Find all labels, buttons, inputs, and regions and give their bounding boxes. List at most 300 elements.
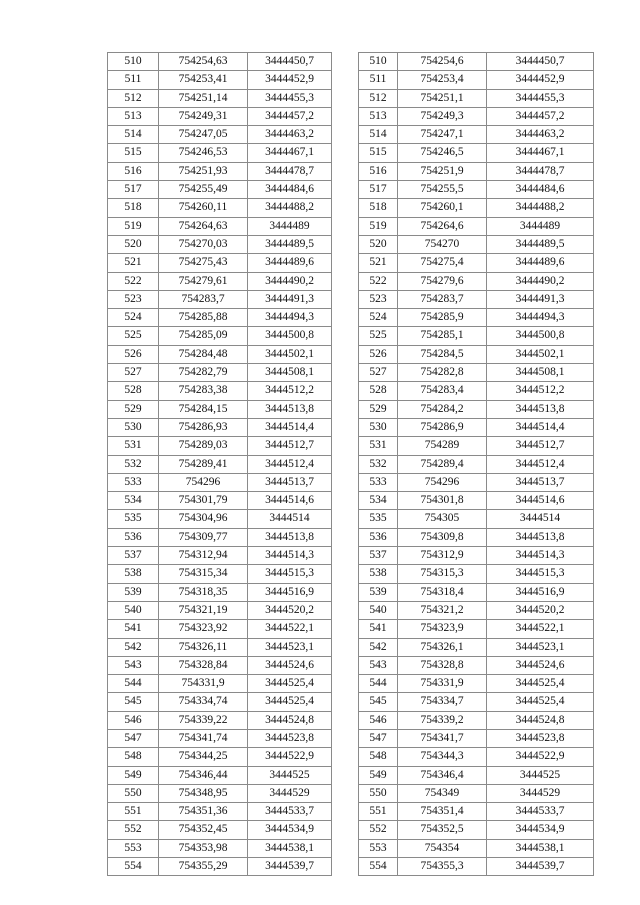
table-row (108, 766, 332, 784)
table-row (108, 492, 332, 510)
table-row (108, 181, 332, 199)
point-number-cell: 539 (359, 583, 398, 601)
y-coordinate-cell: 3444490,2 (487, 272, 594, 290)
point-number-cell: 549 (108, 766, 159, 784)
point-number-cell: 534 (108, 492, 159, 510)
y-coordinate-cell: 3444512,4 (248, 455, 332, 473)
point-number-cell: 518 (108, 199, 159, 217)
point-number-cell: 523 (359, 290, 398, 308)
x-coordinate-cell: 754251,1 (398, 89, 487, 107)
x-coordinate-cell: 754346,44 (159, 766, 248, 784)
x-coordinate-cell: 754355,3 (398, 858, 487, 876)
x-coordinate-cell: 754253,4 (398, 71, 487, 89)
point-number-cell: 545 (108, 693, 159, 711)
point-number-cell: 539 (108, 583, 159, 601)
table-row (359, 162, 594, 180)
x-coordinate-cell: 754339,2 (398, 711, 487, 729)
table-row (359, 53, 594, 71)
table-row (108, 748, 332, 766)
x-coordinate-cell: 754279,6 (398, 272, 487, 290)
table-row (108, 162, 332, 180)
y-coordinate-cell: 3444522,9 (487, 748, 594, 766)
x-coordinate-cell: 754270 (398, 235, 487, 253)
y-coordinate-cell: 3444514,4 (248, 418, 332, 436)
table-row (359, 126, 594, 144)
table-row (359, 272, 594, 290)
table-row (359, 547, 594, 565)
point-number-cell: 543 (108, 656, 159, 674)
x-coordinate-cell: 754284,15 (159, 400, 248, 418)
x-coordinate-cell: 754283,4 (398, 382, 487, 400)
table-row (359, 839, 594, 857)
table-row (359, 656, 594, 674)
y-coordinate-cell: 3444522,1 (248, 620, 332, 638)
x-coordinate-cell: 754283,38 (159, 382, 248, 400)
x-coordinate-cell: 754318,35 (159, 583, 248, 601)
x-coordinate-cell: 754355,29 (159, 858, 248, 876)
y-coordinate-cell: 3444512,7 (487, 437, 594, 455)
point-number-cell: 513 (359, 107, 398, 125)
table-row (359, 693, 594, 711)
point-number-cell: 527 (359, 364, 398, 382)
point-number-cell: 519 (359, 217, 398, 235)
x-coordinate-cell: 754270,03 (159, 235, 248, 253)
x-coordinate-cell: 754321,19 (159, 601, 248, 619)
table-row (359, 181, 594, 199)
coordinates-table-right-body (359, 53, 594, 876)
x-coordinate-cell: 754323,92 (159, 620, 248, 638)
y-coordinate-cell: 3444489,5 (248, 235, 332, 253)
point-number-cell: 537 (108, 547, 159, 565)
y-coordinate-cell: 3444491,3 (487, 290, 594, 308)
x-coordinate-cell: 754309,8 (398, 528, 487, 546)
point-number-cell: 523 (108, 290, 159, 308)
table-row (359, 455, 594, 473)
table-row (108, 71, 332, 89)
table-row (108, 455, 332, 473)
table-row (359, 766, 594, 784)
y-coordinate-cell: 3444539,7 (487, 858, 594, 876)
table-row (359, 71, 594, 89)
y-coordinate-cell: 3444478,7 (487, 162, 594, 180)
x-coordinate-cell: 754326,11 (159, 638, 248, 656)
table-row (359, 290, 594, 308)
x-coordinate-cell: 754255,5 (398, 181, 487, 199)
table-row (108, 821, 332, 839)
x-coordinate-cell: 754285,88 (159, 309, 248, 327)
y-coordinate-cell: 3444523,1 (248, 638, 332, 656)
point-number-cell: 540 (359, 601, 398, 619)
x-coordinate-cell: 754323,9 (398, 620, 487, 638)
point-number-cell: 546 (359, 711, 398, 729)
point-number-cell: 540 (108, 601, 159, 619)
y-coordinate-cell: 3444513,8 (248, 528, 332, 546)
x-coordinate-cell: 754254,63 (159, 53, 248, 71)
y-coordinate-cell: 3444538,1 (248, 839, 332, 857)
y-coordinate-cell: 3444455,3 (248, 89, 332, 107)
y-coordinate-cell: 3444512,7 (248, 437, 332, 455)
x-coordinate-cell: 754346,4 (398, 766, 487, 784)
point-number-cell: 526 (108, 345, 159, 363)
y-coordinate-cell: 3444491,3 (248, 290, 332, 308)
table-row (108, 784, 332, 802)
x-coordinate-cell: 754285,09 (159, 327, 248, 345)
y-coordinate-cell: 3444520,2 (248, 601, 332, 619)
y-coordinate-cell: 3444515,3 (487, 565, 594, 583)
y-coordinate-cell: 3444450,7 (248, 53, 332, 71)
table-row (359, 473, 594, 491)
table-row (359, 217, 594, 235)
x-coordinate-cell: 754249,31 (159, 107, 248, 125)
point-number-cell: 553 (359, 839, 398, 857)
x-coordinate-cell: 754339,22 (159, 711, 248, 729)
coordinates-table-left-body (108, 53, 332, 876)
x-coordinate-cell: 754289,03 (159, 437, 248, 455)
point-number-cell: 531 (108, 437, 159, 455)
point-number-cell: 511 (359, 71, 398, 89)
coordinates-table-left (107, 52, 332, 876)
point-number-cell: 541 (359, 620, 398, 638)
x-coordinate-cell: 754282,8 (398, 364, 487, 382)
x-coordinate-cell: 754286,9 (398, 418, 487, 436)
point-number-cell: 535 (108, 510, 159, 528)
table-row (359, 382, 594, 400)
table-row (359, 418, 594, 436)
point-number-cell: 532 (359, 455, 398, 473)
table-row (359, 601, 594, 619)
x-coordinate-cell: 754301,8 (398, 492, 487, 510)
table-row (108, 107, 332, 125)
y-coordinate-cell: 3444463,2 (248, 126, 332, 144)
x-coordinate-cell: 754279,61 (159, 272, 248, 290)
table-row (108, 364, 332, 382)
y-coordinate-cell: 3444529 (248, 784, 332, 802)
table-row (359, 821, 594, 839)
y-coordinate-cell: 3444457,2 (487, 107, 594, 125)
table-row (108, 803, 332, 821)
x-coordinate-cell: 754283,7 (159, 290, 248, 308)
x-coordinate-cell: 754315,34 (159, 565, 248, 583)
point-number-cell: 550 (359, 784, 398, 802)
x-coordinate-cell: 754289,4 (398, 455, 487, 473)
x-coordinate-cell: 754305 (398, 510, 487, 528)
x-coordinate-cell: 754296 (159, 473, 248, 491)
y-coordinate-cell: 3444524,6 (248, 656, 332, 674)
table-row (108, 638, 332, 656)
table-row (359, 235, 594, 253)
table-row (359, 803, 594, 821)
point-number-cell: 543 (359, 656, 398, 674)
y-coordinate-cell: 3444489 (487, 217, 594, 235)
point-number-cell: 541 (108, 620, 159, 638)
x-coordinate-cell: 754286,93 (159, 418, 248, 436)
y-coordinate-cell: 3444513,7 (248, 473, 332, 491)
x-coordinate-cell: 754289,41 (159, 455, 248, 473)
y-coordinate-cell: 3444534,9 (248, 821, 332, 839)
point-number-cell: 516 (108, 162, 159, 180)
point-number-cell: 510 (108, 53, 159, 71)
x-coordinate-cell: 754301,79 (159, 492, 248, 510)
point-number-cell: 526 (359, 345, 398, 363)
point-number-cell: 517 (108, 181, 159, 199)
y-coordinate-cell: 3444488,2 (248, 199, 332, 217)
table-row (359, 364, 594, 382)
table-row (108, 711, 332, 729)
x-coordinate-cell: 754312,9 (398, 547, 487, 565)
table-row (108, 217, 332, 235)
table-row (108, 327, 332, 345)
point-number-cell: 554 (108, 858, 159, 876)
point-number-cell: 528 (359, 382, 398, 400)
point-number-cell: 544 (359, 675, 398, 693)
point-number-cell: 531 (359, 437, 398, 455)
x-coordinate-cell: 754251,14 (159, 89, 248, 107)
table-row (359, 638, 594, 656)
x-coordinate-cell: 754309,77 (159, 528, 248, 546)
y-coordinate-cell: 3444502,1 (487, 345, 594, 363)
y-coordinate-cell: 3444484,6 (248, 181, 332, 199)
point-number-cell: 538 (108, 565, 159, 583)
point-number-cell: 534 (359, 492, 398, 510)
table-row (108, 583, 332, 601)
table-row (108, 547, 332, 565)
point-number-cell: 519 (108, 217, 159, 235)
point-number-cell: 517 (359, 181, 398, 199)
x-coordinate-cell: 754304,96 (159, 510, 248, 528)
x-coordinate-cell: 754331,9 (398, 675, 487, 693)
y-coordinate-cell: 3444514 (487, 510, 594, 528)
x-coordinate-cell: 754353,98 (159, 839, 248, 857)
x-coordinate-cell: 754334,74 (159, 693, 248, 711)
point-number-cell: 520 (359, 235, 398, 253)
point-number-cell: 533 (108, 473, 159, 491)
y-coordinate-cell: 3444516,9 (248, 583, 332, 601)
table-row (359, 784, 594, 802)
point-number-cell: 520 (108, 235, 159, 253)
x-coordinate-cell: 754284,2 (398, 400, 487, 418)
point-number-cell: 522 (108, 272, 159, 290)
x-coordinate-cell: 754312,94 (159, 547, 248, 565)
y-coordinate-cell: 3444522,9 (248, 748, 332, 766)
table-row (108, 235, 332, 253)
point-number-cell: 536 (108, 528, 159, 546)
y-coordinate-cell: 3444489 (248, 217, 332, 235)
y-coordinate-cell: 3444484,6 (487, 181, 594, 199)
point-number-cell: 552 (108, 821, 159, 839)
x-coordinate-cell: 754326,1 (398, 638, 487, 656)
table-row (108, 729, 332, 747)
point-number-cell: 550 (108, 784, 159, 802)
y-coordinate-cell: 3444524,8 (487, 711, 594, 729)
table-row (108, 656, 332, 674)
x-coordinate-cell: 754251,9 (398, 162, 487, 180)
y-coordinate-cell: 3444523,8 (248, 729, 332, 747)
x-coordinate-cell: 754275,43 (159, 254, 248, 272)
table-row (359, 492, 594, 510)
y-coordinate-cell: 3444512,4 (487, 455, 594, 473)
y-coordinate-cell: 3444500,8 (487, 327, 594, 345)
x-coordinate-cell: 754285,1 (398, 327, 487, 345)
y-coordinate-cell: 3444512,2 (487, 382, 594, 400)
table-row (359, 254, 594, 272)
y-coordinate-cell: 3444489,5 (487, 235, 594, 253)
table-row (359, 583, 594, 601)
y-coordinate-cell: 3444525,4 (248, 675, 332, 693)
y-coordinate-cell: 3444533,7 (248, 803, 332, 821)
table-row (359, 437, 594, 455)
y-coordinate-cell: 3444515,3 (248, 565, 332, 583)
x-coordinate-cell: 754285,9 (398, 309, 487, 327)
x-coordinate-cell: 754334,7 (398, 693, 487, 711)
x-coordinate-cell: 754349 (398, 784, 487, 802)
y-coordinate-cell: 3444523,1 (487, 638, 594, 656)
point-number-cell: 529 (108, 400, 159, 418)
y-coordinate-cell: 3444525,4 (487, 675, 594, 693)
x-coordinate-cell: 754282,79 (159, 364, 248, 382)
y-coordinate-cell: 3444508,1 (248, 364, 332, 382)
table-row (359, 729, 594, 747)
y-coordinate-cell: 3444522,1 (487, 620, 594, 638)
y-coordinate-cell: 3444494,3 (487, 309, 594, 327)
x-coordinate-cell: 754255,49 (159, 181, 248, 199)
y-coordinate-cell: 3444514,3 (487, 547, 594, 565)
y-coordinate-cell: 3444514,6 (487, 492, 594, 510)
point-number-cell: 522 (359, 272, 398, 290)
point-number-cell: 530 (108, 418, 159, 436)
y-coordinate-cell: 3444508,1 (487, 364, 594, 382)
y-coordinate-cell: 3444513,8 (487, 400, 594, 418)
coordinates-table-right (358, 52, 594, 876)
table-row (108, 839, 332, 857)
y-coordinate-cell: 3444513,7 (487, 473, 594, 491)
table-row (108, 693, 332, 711)
table-row (359, 510, 594, 528)
x-coordinate-cell: 754351,4 (398, 803, 487, 821)
table-row (108, 510, 332, 528)
table-row (359, 748, 594, 766)
point-number-cell: 542 (108, 638, 159, 656)
point-number-cell: 521 (108, 254, 159, 272)
y-coordinate-cell: 3444478,7 (248, 162, 332, 180)
y-coordinate-cell: 3444516,9 (487, 583, 594, 601)
point-number-cell: 515 (359, 144, 398, 162)
point-number-cell: 527 (108, 364, 159, 382)
y-coordinate-cell: 3444467,1 (487, 144, 594, 162)
x-coordinate-cell: 754246,53 (159, 144, 248, 162)
x-coordinate-cell: 754318,4 (398, 583, 487, 601)
table-row (359, 107, 594, 125)
point-number-cell: 524 (359, 309, 398, 327)
y-coordinate-cell: 3444524,6 (487, 656, 594, 674)
x-coordinate-cell: 754352,5 (398, 821, 487, 839)
point-number-cell: 525 (359, 327, 398, 345)
point-number-cell: 545 (359, 693, 398, 711)
x-coordinate-cell: 754260,1 (398, 199, 487, 217)
y-coordinate-cell: 3444513,8 (487, 528, 594, 546)
x-coordinate-cell: 754341,7 (398, 729, 487, 747)
table-row (108, 144, 332, 162)
table-row (108, 601, 332, 619)
x-coordinate-cell: 754348,95 (159, 784, 248, 802)
y-coordinate-cell: 3444455,3 (487, 89, 594, 107)
point-number-cell: 532 (108, 455, 159, 473)
table-row (108, 199, 332, 217)
y-coordinate-cell: 3444502,1 (248, 345, 332, 363)
point-number-cell: 535 (359, 510, 398, 528)
table-row (108, 400, 332, 418)
point-number-cell: 549 (359, 766, 398, 784)
point-number-cell: 521 (359, 254, 398, 272)
x-coordinate-cell: 754296 (398, 473, 487, 491)
x-coordinate-cell: 754328,84 (159, 656, 248, 674)
point-number-cell: 533 (359, 473, 398, 491)
table-row (359, 327, 594, 345)
y-coordinate-cell: 3444520,2 (487, 601, 594, 619)
x-coordinate-cell: 754264,6 (398, 217, 487, 235)
y-coordinate-cell: 3444489,6 (487, 254, 594, 272)
x-coordinate-cell: 754246,5 (398, 144, 487, 162)
point-number-cell: 538 (359, 565, 398, 583)
x-coordinate-cell: 754249,3 (398, 107, 487, 125)
table-row (108, 290, 332, 308)
point-number-cell: 510 (359, 53, 398, 71)
table-row (108, 473, 332, 491)
y-coordinate-cell: 3444513,8 (248, 400, 332, 418)
y-coordinate-cell: 3444452,9 (248, 71, 332, 89)
point-number-cell: 536 (359, 528, 398, 546)
y-coordinate-cell: 3444494,3 (248, 309, 332, 327)
y-coordinate-cell: 3444529 (487, 784, 594, 802)
y-coordinate-cell: 3444534,9 (487, 821, 594, 839)
point-number-cell: 512 (108, 89, 159, 107)
table-row (108, 309, 332, 327)
table-row (108, 437, 332, 455)
y-coordinate-cell: 3444463,2 (487, 126, 594, 144)
table-row (108, 345, 332, 363)
x-coordinate-cell: 754284,5 (398, 345, 487, 363)
x-coordinate-cell: 754251,93 (159, 162, 248, 180)
table-row (359, 528, 594, 546)
table-row (108, 675, 332, 693)
table-row (108, 858, 332, 876)
point-number-cell: 528 (108, 382, 159, 400)
y-coordinate-cell: 3444514,6 (248, 492, 332, 510)
x-coordinate-cell: 754344,3 (398, 748, 487, 766)
table-row (359, 144, 594, 162)
x-coordinate-cell: 754331,9 (159, 675, 248, 693)
x-coordinate-cell: 754253,41 (159, 71, 248, 89)
point-number-cell: 518 (359, 199, 398, 217)
y-coordinate-cell: 3444538,1 (487, 839, 594, 857)
x-coordinate-cell: 754284,48 (159, 345, 248, 363)
point-number-cell: 548 (359, 748, 398, 766)
y-coordinate-cell: 3444489,6 (248, 254, 332, 272)
table-row (359, 309, 594, 327)
y-coordinate-cell: 3444533,7 (487, 803, 594, 821)
table-row (359, 675, 594, 693)
point-number-cell: 514 (359, 126, 398, 144)
x-coordinate-cell: 754254,6 (398, 53, 487, 71)
x-coordinate-cell: 754315,3 (398, 565, 487, 583)
y-coordinate-cell: 3444525 (487, 766, 594, 784)
table-row (108, 620, 332, 638)
table-row (108, 565, 332, 583)
y-coordinate-cell: 3444523,8 (487, 729, 594, 747)
table-row (359, 89, 594, 107)
table-row (359, 711, 594, 729)
point-number-cell: 524 (108, 309, 159, 327)
point-number-cell: 515 (108, 144, 159, 162)
